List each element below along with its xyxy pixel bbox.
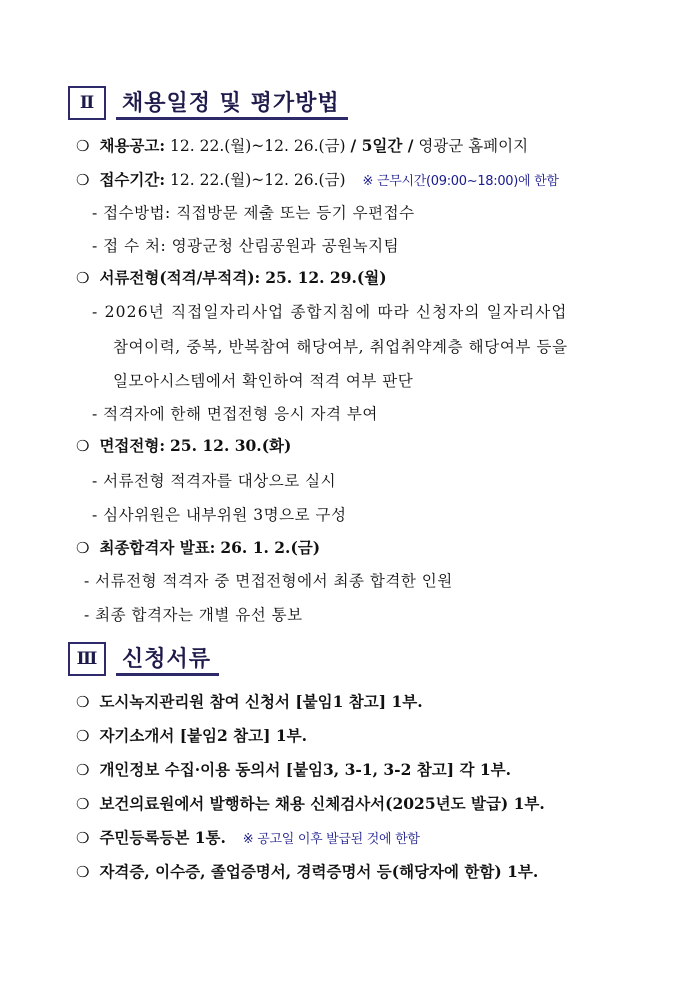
interview-desc-1: - 서류전형 적격자를 대상으로 실시	[92, 472, 337, 490]
doc-item-6	[76, 862, 538, 882]
recruit-duration: / 5일간 /	[350, 136, 414, 155]
circle-bullet-icon: ❍	[76, 863, 90, 881]
recruit-label: 채용공고:	[99, 136, 166, 155]
section-3-header	[68, 642, 219, 676]
doc-item-2	[76, 726, 307, 746]
screening-desc-1: - 2026년 직접일자리사업 종합지침에 따라 신청자의 일자리사업	[92, 303, 568, 321]
receipt-value: 12. 22.(월)~12. 26.(금)	[170, 171, 346, 189]
final-row	[76, 538, 320, 558]
circle-bullet-icon: ❍	[76, 539, 90, 557]
circle-bullet-icon: ❍	[76, 171, 90, 189]
final-label: 최종합격자 발표:	[99, 538, 216, 557]
circle-bullet-icon: ❍	[76, 727, 90, 745]
section-3-numeral: Ⅲ	[68, 642, 106, 676]
screening-desc-2: 참여이력, 중복, 반복참여 해당여부, 취업취약계층 해당여부 등을	[113, 338, 568, 356]
doc-item-5	[76, 828, 420, 850]
receipt-label: 접수기간:	[99, 170, 166, 189]
doc-text: 보건의료원에서 발행하는 채용 신체검사서(2025년도 발급) 1부.	[99, 794, 545, 813]
interview-desc-2: - 심사위원은 내부위원 3명으로 구성	[92, 506, 347, 524]
recruit-channel: 영광군 홈페이지	[418, 137, 529, 155]
section-2-header	[68, 86, 348, 120]
screening-date: 25. 12. 29.(월)	[265, 268, 387, 287]
interview-label: 면접전형:	[99, 436, 166, 455]
final-date: 26. 1. 2.(금)	[220, 538, 321, 557]
interview-row	[76, 436, 291, 456]
final-desc-1: - 서류전형 적격자 중 면접전형에서 최종 합격한 인원	[84, 572, 453, 590]
doc-text: 주민등록등본 1통.	[99, 828, 226, 847]
doc-text: 개인정보 수집·이용 동의서 [붙임3, 3-1, 3-2 참고] 각 1부.	[99, 760, 511, 779]
screening-desc-4: - 적격자에 한해 면접전형 응시 자격 부여	[92, 405, 378, 423]
receipt-place: - 접 수 처: 영광군청 산림공원과 공원녹지팀	[92, 237, 400, 255]
circle-bullet-icon: ❍	[76, 269, 90, 287]
circle-bullet-icon: ❍	[76, 761, 90, 779]
receipt-method: - 접수방법: 직접방문 제출 또는 등기 우편접수	[92, 204, 415, 222]
doc-item-3	[76, 760, 511, 780]
doc-item-1	[76, 692, 423, 712]
circle-bullet-icon: ❍	[76, 437, 90, 455]
recruit-row	[76, 136, 528, 156]
circle-bullet-icon: ❍	[76, 795, 90, 813]
doc-text: 자기소개서 [붙임2 참고] 1부.	[99, 726, 308, 745]
screening-desc-3: 일모아시스템에서 확인하여 적격 여부 판단	[113, 372, 414, 390]
doc-text: 자격증, 이수증, 졸업증명서, 경력증명서 등(해당자에 한함) 1부.	[99, 862, 539, 881]
final-desc-2: - 최종 합격자는 개별 유선 통보	[84, 606, 303, 624]
interview-date: 25. 12. 30.(화)	[170, 436, 292, 455]
section-2-numeral: Ⅱ	[68, 86, 106, 120]
doc-5-note: ※ 공고일 이후 발급된 것에 한함	[242, 832, 420, 847]
receipt-row	[76, 170, 559, 192]
recruit-value: 12. 22.(월)~12. 26.(금)	[170, 137, 346, 155]
circle-bullet-icon: ❍	[76, 829, 90, 847]
screening-row	[76, 268, 387, 288]
receipt-note: ※ 근무시간(09:00~18:00)에 한함	[362, 174, 559, 189]
doc-item-4	[76, 794, 545, 814]
circle-bullet-icon: ❍	[76, 137, 90, 155]
section-2-title: 채용일정 및 평가방법	[116, 86, 348, 120]
doc-text: 도시녹지관리원 참여 신청서 [붙임1 참고] 1부.	[99, 692, 423, 711]
section-3-title: 신청서류	[116, 642, 219, 676]
screening-label: 서류전형(적격/부적격):	[99, 268, 261, 287]
circle-bullet-icon: ❍	[76, 693, 90, 711]
